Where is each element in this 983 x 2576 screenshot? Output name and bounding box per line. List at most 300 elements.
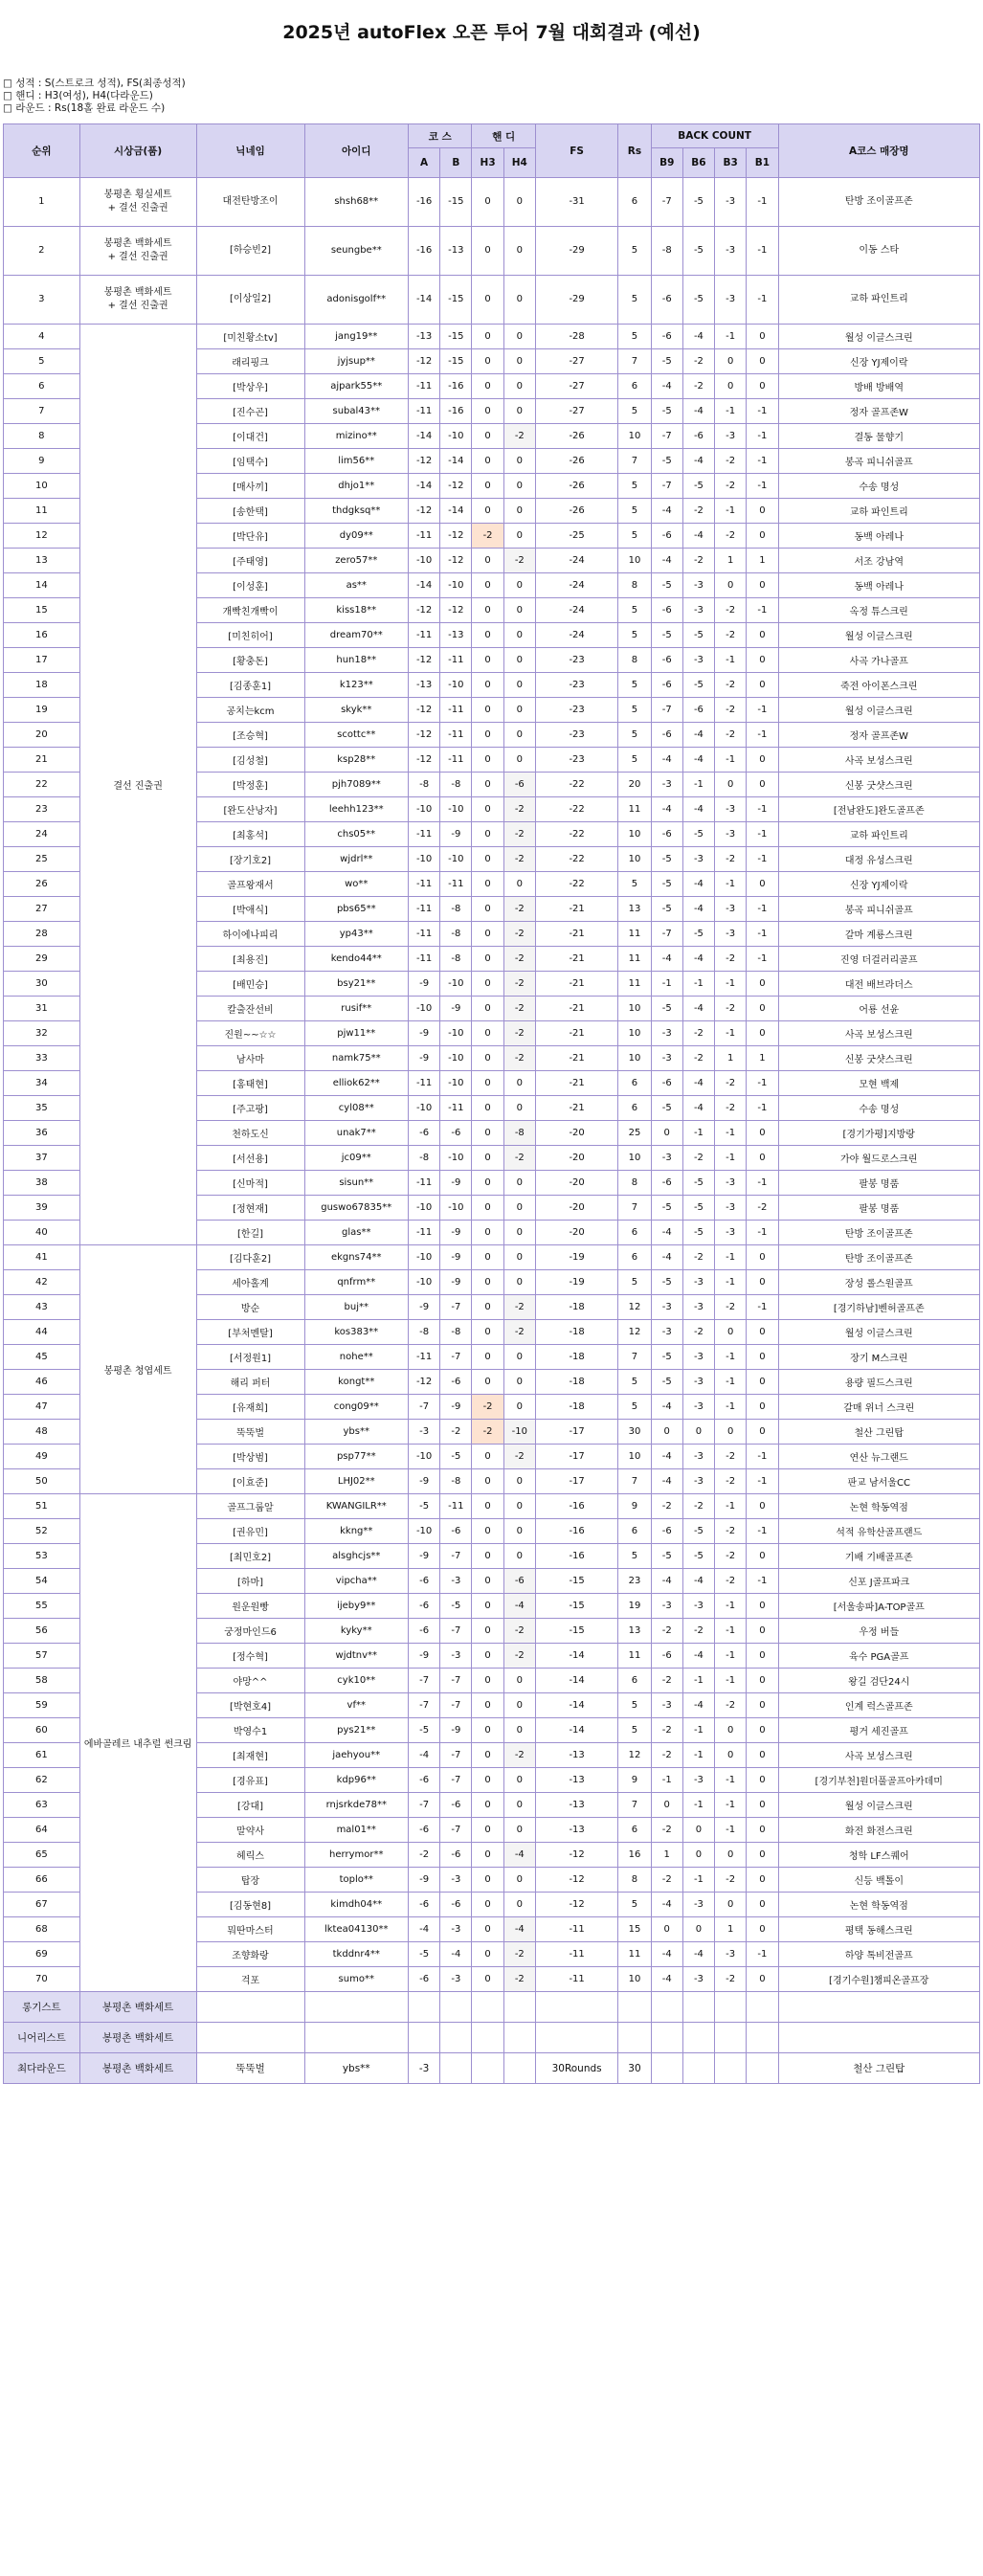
cell-rs: 5 bbox=[618, 474, 651, 499]
cell-b1: 0 bbox=[747, 1420, 778, 1445]
cell-b6: 0 bbox=[682, 1917, 714, 1942]
cell-b3: 1 bbox=[715, 1917, 747, 1942]
cell-nickname: 골프왕재서 bbox=[196, 872, 304, 897]
cell-b9: -1 bbox=[651, 972, 682, 997]
cell-b3: 0 bbox=[715, 1420, 747, 1445]
cell-b9: -5 bbox=[651, 1544, 682, 1569]
cell-b1: 0 bbox=[747, 1395, 778, 1420]
prize-text: 결선 진출권 bbox=[113, 781, 163, 792]
cell-fs: -22 bbox=[535, 822, 617, 847]
cell-nickname: [김동현8] bbox=[196, 1893, 304, 1917]
cell-id: kkng** bbox=[304, 1519, 409, 1544]
cell-b9: -5 bbox=[651, 1096, 682, 1121]
cell-h3: 0 bbox=[472, 1146, 503, 1171]
prize-text: 에바골레르 내추럴 썬크림 bbox=[83, 1739, 192, 1750]
cell-b3: -2 bbox=[715, 1096, 747, 1121]
cell-nickname: [미친황소tv] bbox=[196, 325, 304, 349]
cell-course-a: -9 bbox=[409, 1644, 440, 1669]
cell-nickname: 대전탄방조이 bbox=[196, 178, 304, 227]
cell-b1: 0 bbox=[747, 524, 778, 549]
cell-b9: -6 bbox=[651, 673, 682, 698]
cell-rank: 63 bbox=[4, 1793, 80, 1818]
cell-b3: -2 bbox=[715, 1569, 747, 1594]
cell-h3: 0 bbox=[472, 1370, 503, 1395]
cell-b3: -1 bbox=[715, 1370, 747, 1395]
cell-nickname: [박현호4] bbox=[196, 1693, 304, 1718]
cell-b6: -1 bbox=[682, 1868, 714, 1893]
cell-fs: -11 bbox=[535, 1967, 617, 1992]
cell-h3: -2 bbox=[472, 1395, 503, 1420]
cell-course-b: -6 bbox=[440, 1519, 472, 1544]
cell-h3: 0 bbox=[472, 698, 503, 723]
cell-course-b: -11 bbox=[440, 872, 472, 897]
cell-rs: 11 bbox=[618, 922, 651, 947]
cell-b6: -2 bbox=[682, 1021, 714, 1046]
cell-b9: -6 bbox=[651, 723, 682, 748]
cell-b6: -3 bbox=[682, 1395, 714, 1420]
cell-h3: 0 bbox=[472, 1295, 503, 1320]
cell-b3: -1 bbox=[715, 1793, 747, 1818]
cell-h4: 0 bbox=[503, 524, 535, 549]
cell-b1: 0 bbox=[747, 1594, 778, 1619]
cell-h3: 0 bbox=[472, 1121, 503, 1146]
cell-b3: -2 bbox=[715, 698, 747, 723]
cell-course-a: -11 bbox=[409, 1345, 440, 1370]
cell-h4: 0 bbox=[503, 349, 535, 374]
cell-fs: -29 bbox=[535, 227, 617, 276]
cell-rank: 68 bbox=[4, 1917, 80, 1942]
cell-fs: -26 bbox=[535, 424, 617, 449]
cell-course-b: -16 bbox=[440, 374, 472, 399]
cell-fs: -25 bbox=[535, 524, 617, 549]
prize-text: 봉평촌 백화세트 bbox=[103, 287, 172, 298]
cell-venue: 대정 유성스크린 bbox=[778, 847, 980, 872]
cell-b6: -4 bbox=[682, 897, 714, 922]
cell-b1: -1 bbox=[747, 1469, 778, 1494]
cell-rank: 37 bbox=[4, 1146, 80, 1171]
cell-venue: 어룡 선윤 bbox=[778, 997, 980, 1021]
cell-id: cong09** bbox=[304, 1395, 409, 1420]
cell-id: kendo44** bbox=[304, 947, 409, 972]
cell-h3: 0 bbox=[472, 1644, 503, 1669]
cell-rs: 10 bbox=[618, 1021, 651, 1046]
cell-b9: -2 bbox=[651, 1818, 682, 1843]
cell-rs: 19 bbox=[618, 1594, 651, 1619]
cell-course-b: -9 bbox=[440, 1171, 472, 1196]
cell-rank: 6 bbox=[4, 374, 80, 399]
cell-h4: 0 bbox=[503, 1818, 535, 1843]
cell-h3: 0 bbox=[472, 1445, 503, 1469]
cell-venue: 탄방 조이골프존 bbox=[778, 1245, 980, 1270]
cell-b1: 0 bbox=[747, 1793, 778, 1818]
cell-b3: -1 bbox=[715, 1146, 747, 1171]
cell-h4: -2 bbox=[503, 1046, 535, 1071]
cell-rank: 64 bbox=[4, 1818, 80, 1843]
cell-course-b: -11 bbox=[440, 723, 472, 748]
col-b6: B6 bbox=[682, 148, 714, 178]
special-label: 니어리스트 bbox=[4, 2023, 80, 2053]
cell-rs: 12 bbox=[618, 1743, 651, 1768]
cell-course-a: -8 bbox=[409, 1146, 440, 1171]
cell-course-a: -10 bbox=[409, 1270, 440, 1295]
cell-rank: 23 bbox=[4, 797, 80, 822]
cell-venue: 논현 학동역점 bbox=[778, 1893, 980, 1917]
cell-course-b: -10 bbox=[440, 1146, 472, 1171]
cell-venue: 신봉 굿샷스크린 bbox=[778, 1046, 980, 1071]
cell-h4: 0 bbox=[503, 449, 535, 474]
cell-fs: -21 bbox=[535, 897, 617, 922]
cell-b6: -4 bbox=[682, 947, 714, 972]
cell-fs: -28 bbox=[535, 325, 617, 349]
cell-rank: 66 bbox=[4, 1868, 80, 1893]
cell-b6: -4 bbox=[682, 1942, 714, 1967]
cell-course-b: -14 bbox=[440, 499, 472, 524]
cell-nickname: [하승빈2] bbox=[196, 227, 304, 276]
cell-rank: 39 bbox=[4, 1196, 80, 1221]
cell-rs: 10 bbox=[618, 822, 651, 847]
cell-h4: 0 bbox=[503, 499, 535, 524]
cell-h3: 0 bbox=[472, 1619, 503, 1644]
cell-course-a: -9 bbox=[409, 1544, 440, 1569]
cell-id: leehh123** bbox=[304, 797, 409, 822]
cell-b9: -4 bbox=[651, 1967, 682, 1992]
cell-rs: 6 bbox=[618, 1818, 651, 1843]
cell-fs: -12 bbox=[535, 1843, 617, 1868]
cell-fs: -18 bbox=[535, 1295, 617, 1320]
cell-nickname: 방순 bbox=[196, 1295, 304, 1320]
cell-id: as** bbox=[304, 573, 409, 598]
cell-b6: -4 bbox=[682, 1071, 714, 1096]
cell-h4: 0 bbox=[503, 1718, 535, 1743]
cell-b9: -5 bbox=[651, 573, 682, 598]
cell-h3: 0 bbox=[472, 424, 503, 449]
cell-course-b: -12 bbox=[440, 549, 472, 573]
cell-h4: 0 bbox=[503, 748, 535, 773]
cell-b1: 0 bbox=[747, 325, 778, 349]
cell-rs: 5 bbox=[618, 598, 651, 623]
cell-h3: 0 bbox=[472, 1942, 503, 1967]
cell-rs: 5 bbox=[618, 227, 651, 276]
cell-fs: -31 bbox=[535, 178, 617, 227]
cell-b6: -5 bbox=[682, 1519, 714, 1544]
cell-b3: -2 bbox=[715, 847, 747, 872]
cell-course-a: -11 bbox=[409, 623, 440, 648]
cell-venue: [전남완도]완도골프존 bbox=[778, 797, 980, 822]
cell-h4: -2 bbox=[503, 897, 535, 922]
cell-b6: -2 bbox=[682, 349, 714, 374]
cell-rs: 6 bbox=[618, 374, 651, 399]
cell-h4: 0 bbox=[503, 1469, 535, 1494]
cell-b3: -2 bbox=[715, 1693, 747, 1718]
cell-rs: 7 bbox=[618, 1196, 651, 1221]
cell-h4: -2 bbox=[503, 1644, 535, 1669]
cell-b9: -3 bbox=[651, 1594, 682, 1619]
cell-nickname: 조향화랑 bbox=[196, 1942, 304, 1967]
cell-b1: -1 bbox=[747, 474, 778, 499]
cell-nickname: [박애식] bbox=[196, 897, 304, 922]
cell-h3: 0 bbox=[472, 797, 503, 822]
cell-b1: -1 bbox=[747, 1221, 778, 1245]
cell-rank: 2 bbox=[4, 227, 80, 276]
cell-b1: 1 bbox=[747, 1046, 778, 1071]
cell-course-b: -12 bbox=[440, 524, 472, 549]
cell-b1: -1 bbox=[747, 1171, 778, 1196]
cell-rank: 12 bbox=[4, 524, 80, 549]
cell-b6: -2 bbox=[682, 1320, 714, 1345]
cell-venue: [경기수원]챔피온골프장 bbox=[778, 1967, 980, 1992]
cell-b9: -6 bbox=[651, 648, 682, 673]
cell-b6: -3 bbox=[682, 1345, 714, 1370]
cell-b6: -4 bbox=[682, 449, 714, 474]
cell-course-a: -10 bbox=[409, 797, 440, 822]
cell-rank: 15 bbox=[4, 598, 80, 623]
cell-h4: 0 bbox=[503, 1544, 535, 1569]
cell-nickname: [박단유] bbox=[196, 524, 304, 549]
cell-h3: 0 bbox=[472, 897, 503, 922]
cell-b1: -1 bbox=[747, 276, 778, 325]
cell-b9: -5 bbox=[651, 1196, 682, 1221]
cell-course-a: -10 bbox=[409, 1445, 440, 1469]
cell-id: yp43** bbox=[304, 922, 409, 947]
cell-id: adonisgolf** bbox=[304, 276, 409, 325]
cell-h4: -2 bbox=[503, 1320, 535, 1345]
cell-nickname: 개빡친개빡이 bbox=[196, 598, 304, 623]
cell-id: shsh68** bbox=[304, 178, 409, 227]
cell-b6: -4 bbox=[682, 748, 714, 773]
cell-b3: -1 bbox=[715, 972, 747, 997]
cell-b6: -2 bbox=[682, 1619, 714, 1644]
cell-b6: -3 bbox=[682, 1370, 714, 1395]
cell-nickname: [이성훈] bbox=[196, 573, 304, 598]
col-h3: H3 bbox=[472, 148, 503, 178]
cell-course-a: -14 bbox=[409, 474, 440, 499]
cell-rs: 13 bbox=[618, 897, 651, 922]
cell-rank: 31 bbox=[4, 997, 80, 1021]
cell-rank: 22 bbox=[4, 773, 80, 797]
cell-rs: 12 bbox=[618, 1295, 651, 1320]
cell-b3: -3 bbox=[715, 1221, 747, 1245]
cell-b9: -3 bbox=[651, 1693, 682, 1718]
cell-rs: 25 bbox=[618, 1121, 651, 1146]
cell-course-a: -13 bbox=[409, 325, 440, 349]
cell-course-b: -3 bbox=[440, 1569, 472, 1594]
cell-fs: -23 bbox=[535, 673, 617, 698]
cell-b3: -3 bbox=[715, 424, 747, 449]
cell-b6: -3 bbox=[682, 1893, 714, 1917]
cell-fs: -16 bbox=[535, 1519, 617, 1544]
cell-venue: 청학 LF스퀘어 bbox=[778, 1843, 980, 1868]
cell-h4: 0 bbox=[503, 227, 535, 276]
cell-nickname: [주고팡] bbox=[196, 1096, 304, 1121]
cell-rs: 6 bbox=[618, 1669, 651, 1693]
cell-b6: -4 bbox=[682, 325, 714, 349]
cell-course-a: -16 bbox=[409, 178, 440, 227]
cell-course-b: -10 bbox=[440, 1046, 472, 1071]
cell-h4: 0 bbox=[503, 1096, 535, 1121]
special-awards bbox=[4, 1992, 980, 2084]
cell-id: subal43** bbox=[304, 399, 409, 424]
special-prize: 봉평촌 백화세트 bbox=[79, 2023, 196, 2053]
cell-h3: 0 bbox=[472, 325, 503, 349]
cell-b3: -1 bbox=[715, 1245, 747, 1270]
cell-h4: -2 bbox=[503, 847, 535, 872]
cell-course-a: -10 bbox=[409, 1196, 440, 1221]
cell-id: ybs** bbox=[304, 1420, 409, 1445]
cell-nickname: [김다훈2] bbox=[196, 1245, 304, 1270]
cell-id: wjdrl** bbox=[304, 847, 409, 872]
cell-venue: 탄방 조이골프존 bbox=[778, 1221, 980, 1245]
cell-b6: -1 bbox=[682, 1743, 714, 1768]
cell-b6: -5 bbox=[682, 178, 714, 227]
cell-h3: 0 bbox=[472, 1818, 503, 1843]
cell-venue: 신장 YJ제이락 bbox=[778, 872, 980, 897]
cell-b1: 1 bbox=[747, 549, 778, 573]
cell-course-b: -11 bbox=[440, 748, 472, 773]
cell-rank: 51 bbox=[4, 1494, 80, 1519]
cell-nickname: 야망^^ bbox=[196, 1669, 304, 1693]
cell-venue: 결동 물향기 bbox=[778, 424, 980, 449]
cell-fs: -26 bbox=[535, 499, 617, 524]
cell-h3: 0 bbox=[472, 1868, 503, 1893]
cell-h4: -10 bbox=[503, 1420, 535, 1445]
cell-fs: -20 bbox=[535, 1171, 617, 1196]
cell-id: jaehyou** bbox=[304, 1743, 409, 1768]
cell-fs: -21 bbox=[535, 1096, 617, 1121]
cell-venue: 기배 기배골프존 bbox=[778, 1544, 980, 1569]
cell-b6: -3 bbox=[682, 1445, 714, 1469]
cell-id: lktea04130** bbox=[304, 1917, 409, 1942]
cell-id: chs05** bbox=[304, 822, 409, 847]
cell-fs: -16 bbox=[535, 1544, 617, 1569]
cell-fs: -20 bbox=[535, 1221, 617, 1245]
cell-id: hun18** bbox=[304, 648, 409, 673]
cell-b6: -1 bbox=[682, 773, 714, 797]
cell-h4: -4 bbox=[503, 1843, 535, 1868]
cell-course-b: -6 bbox=[440, 1893, 472, 1917]
cell-b3: -1 bbox=[715, 1619, 747, 1644]
cell-rs: 10 bbox=[618, 424, 651, 449]
cell-b6: -5 bbox=[682, 1544, 714, 1569]
cell-id: jang19** bbox=[304, 325, 409, 349]
cell-course-a: -14 bbox=[409, 276, 440, 325]
cell-b9: -5 bbox=[651, 897, 682, 922]
cell-rs: 5 bbox=[618, 748, 651, 773]
cell-b1: -1 bbox=[747, 1445, 778, 1469]
cell-id: psp77** bbox=[304, 1445, 409, 1469]
cell-nickname: [황충돈] bbox=[196, 648, 304, 673]
cell-rank: 46 bbox=[4, 1370, 80, 1395]
cell-rank: 45 bbox=[4, 1345, 80, 1370]
cell-b3: -2 bbox=[715, 1445, 747, 1469]
cell-b1: 0 bbox=[747, 1669, 778, 1693]
cell-b9: -2 bbox=[651, 1718, 682, 1743]
cell-b9: -5 bbox=[651, 847, 682, 872]
cell-b6: -5 bbox=[682, 922, 714, 947]
cell-rs: 6 bbox=[618, 1245, 651, 1270]
col-venue: A코스 매장명 bbox=[778, 124, 980, 178]
cell-fs: -26 bbox=[535, 449, 617, 474]
cell-course-b: -10 bbox=[440, 1071, 472, 1096]
cell-b1: -1 bbox=[747, 399, 778, 424]
cell-nickname: 칼출잔선비 bbox=[196, 997, 304, 1021]
cell-h4: 0 bbox=[503, 1893, 535, 1917]
cell-id: rusif** bbox=[304, 997, 409, 1021]
cell-b1: -1 bbox=[747, 922, 778, 947]
cell-nickname: [최홍석] bbox=[196, 822, 304, 847]
cell-venue: 화전 화전스크린 bbox=[778, 1818, 980, 1843]
cell-course-a: -7 bbox=[409, 1793, 440, 1818]
cell-id: dy09** bbox=[304, 524, 409, 549]
cell-b6: -1 bbox=[682, 1669, 714, 1693]
cell-venue: 모현 백제 bbox=[778, 1071, 980, 1096]
cell-b3: 0 bbox=[715, 1743, 747, 1768]
cell-h3: 0 bbox=[472, 1569, 503, 1594]
cell-b6: -4 bbox=[682, 1096, 714, 1121]
cell-course-a: -9 bbox=[409, 1021, 440, 1046]
col-handicap: 핸 디 bbox=[472, 124, 535, 148]
cell-course-a: -12 bbox=[409, 698, 440, 723]
cell-rs: 30 bbox=[618, 1420, 651, 1445]
cell-h4: -2 bbox=[503, 822, 535, 847]
cell-b9: -4 bbox=[651, 1469, 682, 1494]
cell-rs: 11 bbox=[618, 1644, 651, 1669]
col-backcount: BACK COUNT bbox=[651, 124, 778, 148]
cell-h4: -4 bbox=[503, 1594, 535, 1619]
cell-h4: -2 bbox=[503, 947, 535, 972]
cell-h4: 0 bbox=[503, 673, 535, 698]
cell-b9: -7 bbox=[651, 474, 682, 499]
cell-venue: 정자 골프존W bbox=[778, 723, 980, 748]
cell-fs: -18 bbox=[535, 1395, 617, 1420]
cell-h4: -2 bbox=[503, 1619, 535, 1644]
cell-id: ksp28** bbox=[304, 748, 409, 773]
cell-id: kimdh04** bbox=[304, 1893, 409, 1917]
cell-fs: -14 bbox=[535, 1669, 617, 1693]
cell-rs: 5 bbox=[618, 872, 651, 897]
col-rank: 순위 bbox=[4, 124, 80, 178]
cell-b9: -6 bbox=[651, 1171, 682, 1196]
cell-h3: -2 bbox=[472, 1420, 503, 1445]
cell-nickname: [최용진] bbox=[196, 947, 304, 972]
cell-b6: -2 bbox=[682, 1146, 714, 1171]
cell-course-a: -10 bbox=[409, 1096, 440, 1121]
cell-b3: -3 bbox=[715, 797, 747, 822]
cell-h3: 0 bbox=[472, 1594, 503, 1619]
cell-h3: 0 bbox=[472, 1221, 503, 1245]
cell-fs: -18 bbox=[535, 1370, 617, 1395]
cell-fs: -17 bbox=[535, 1445, 617, 1469]
cell-rs: 20 bbox=[618, 773, 651, 797]
cell-h4: 0 bbox=[503, 1868, 535, 1893]
cell-fs: -19 bbox=[535, 1270, 617, 1295]
cell-h3: 0 bbox=[472, 972, 503, 997]
cell-h4: 0 bbox=[503, 399, 535, 424]
cell-id: jc09** bbox=[304, 1146, 409, 1171]
cell-b1: 0 bbox=[747, 1818, 778, 1843]
cell-rank: 42 bbox=[4, 1270, 80, 1295]
cell-b6: -5 bbox=[682, 1196, 714, 1221]
cell-b1: 0 bbox=[747, 972, 778, 997]
cell-course-a: -2 bbox=[409, 1843, 440, 1868]
cell-rank: 28 bbox=[4, 922, 80, 947]
cell-fs: -13 bbox=[535, 1818, 617, 1843]
cell-course-b: -2 bbox=[440, 1420, 472, 1445]
cell-b1: 0 bbox=[747, 1544, 778, 1569]
cell-b1: 0 bbox=[747, 1644, 778, 1669]
cell-h3: 0 bbox=[472, 997, 503, 1021]
cell-b1: -1 bbox=[747, 897, 778, 922]
cell-b1: -1 bbox=[747, 1942, 778, 1967]
